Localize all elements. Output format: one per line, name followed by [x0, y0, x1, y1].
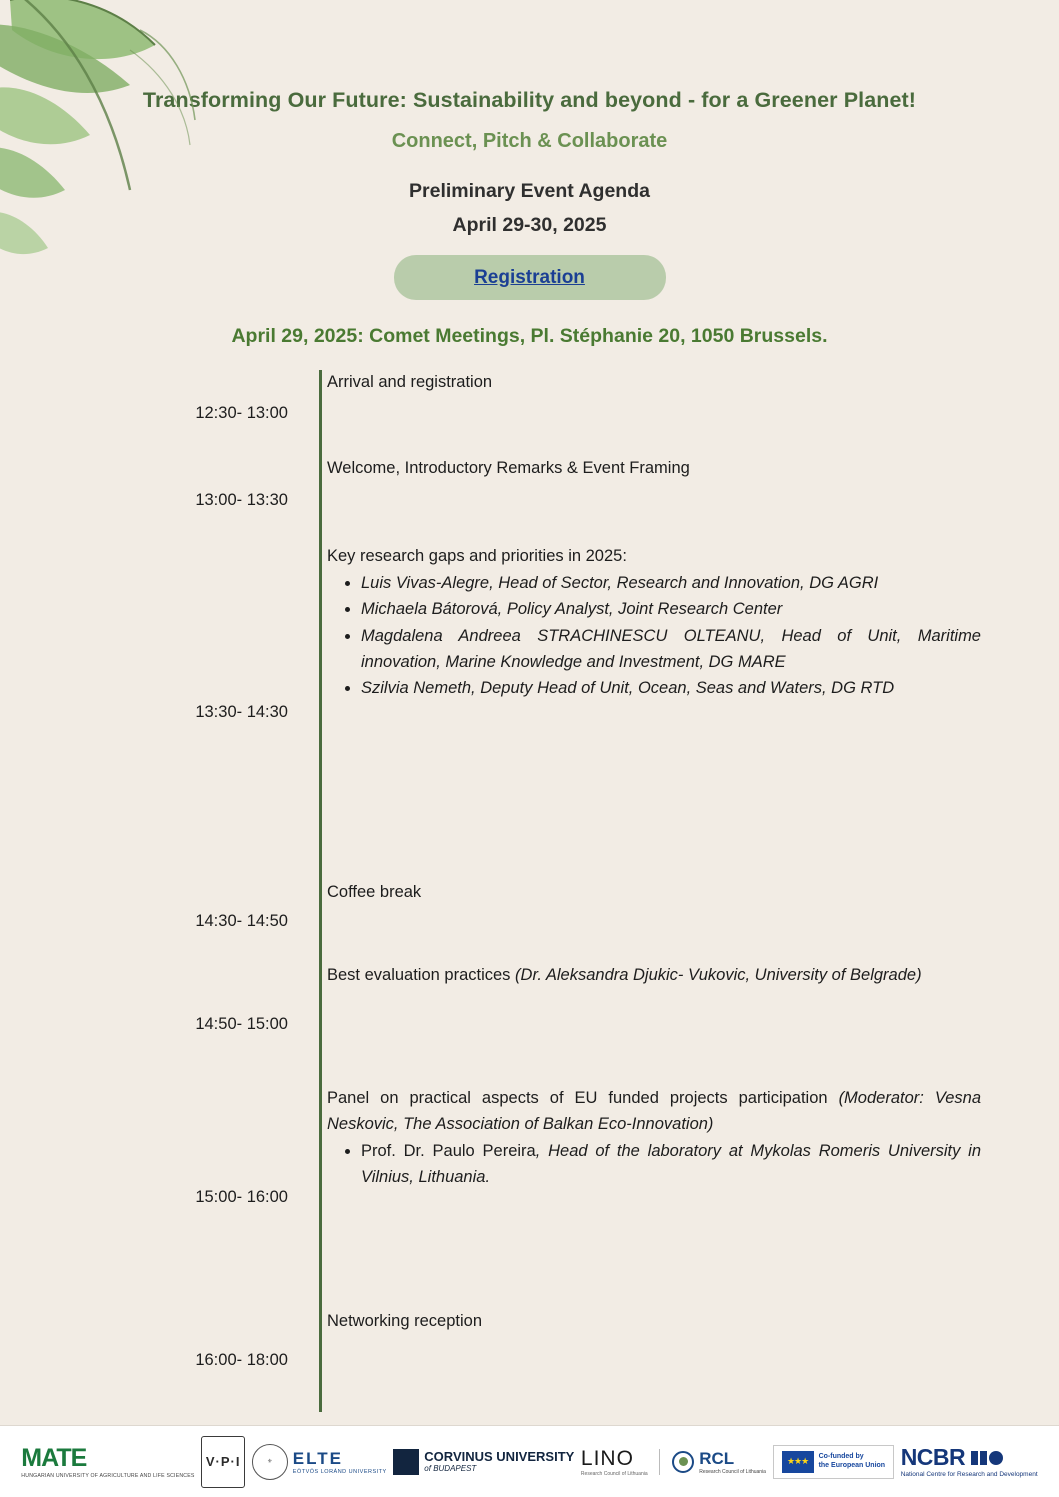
corvinus-mark-icon [393, 1449, 419, 1475]
list-item: • Michaela Bátorová, Policy Analyst, Joint Research Center [361, 596, 981, 622]
elte-wordmark: ELTE [292, 1448, 343, 1468]
agenda-description [310, 456, 768, 544]
ncbr-subtitle: National Centre for Research and Development [900, 1471, 1038, 1479]
agenda-row [0, 370, 1059, 456]
agenda-speaker-list [327, 570, 981, 702]
logo-mate [21, 1444, 194, 1479]
list-item: • Luis Vivas-Alegre, Head of Sector, Research and Innovation, DG AGRI [361, 570, 981, 596]
agenda-row [0, 880, 1059, 963]
mate-wordmark: MATE [21, 1444, 87, 1472]
agenda-time: 13:00- 13:30 [195, 490, 288, 509]
venue-line: April 29, 2025: Comet Meetings, Pl. Stéphanie 20, 1050 Brussels. [231, 325, 828, 347]
page-title: Transforming Our Future: Sustainability and beyond - for a Greener Planet! [142, 88, 917, 112]
agenda-lead-text: Key research gaps and priorities in 2025: [327, 547, 627, 565]
registration-link[interactable]: Registration [474, 266, 585, 288]
agenda-lead-attribution: (Moderator: Vesna Neskovic, The Association of Balkan Eco-Innovation) [327, 1089, 981, 1133]
lino-subtitle: Research Council of Lithuania [580, 1470, 648, 1477]
eu-flag-icon: ★★★ [782, 1451, 814, 1473]
agenda-lead-text: Coffee break [327, 883, 422, 901]
list-item: • Magdalena Andreea STRACHINESCU OLTEANU, Head of Unit, Maritime innovation, Marine Knowledge and Investment, DG MARE [361, 623, 981, 676]
footer-logo-strip [0, 1425, 1059, 1497]
logo-lino [581, 1447, 666, 1477]
corvinus-wordmark: CORVINUS UNIVERSITY [424, 1449, 575, 1465]
agenda-description [310, 963, 1000, 1086]
elte-seal-icon: ⚜ [252, 1444, 288, 1480]
logo-divider [659, 1449, 660, 1475]
agenda-divider-rule [319, 370, 322, 1412]
event-date: April 29-30, 2025 [452, 214, 607, 236]
agenda-time: 14:50- 15:00 [195, 1015, 288, 1033]
registration-button[interactable] [394, 255, 666, 300]
agenda-time: 14:30- 14:50 [195, 912, 288, 930]
rcl-mark-icon [672, 1451, 694, 1473]
agenda-row [0, 963, 1059, 1086]
rcl-subtitle: Research Council of Lithuania [699, 1468, 766, 1475]
agenda-lead-text: Best evaluation practices [327, 966, 516, 984]
agenda-row [0, 544, 1059, 880]
agenda-time: 15:00- 16:00 [195, 1188, 288, 1206]
eu-funding-line1: Co-funded by [818, 1453, 864, 1461]
ncbr-mark-icon [971, 1451, 1003, 1465]
agenda-label: Preliminary Event Agenda [409, 180, 650, 202]
agenda-time: 13:30- 14:30 [195, 702, 288, 721]
agenda-description [310, 544, 1059, 880]
agenda-description [310, 1086, 1059, 1309]
document-header [0, 0, 1059, 237]
agenda-lead-text: Arrival and registration [327, 373, 493, 391]
logo-eu-funding [773, 1445, 895, 1479]
agenda-row [0, 1086, 1059, 1309]
elte-subtitle: EÖTVÖS LORÁND UNIVERSITY [292, 1468, 387, 1475]
agenda-lead-attribution: (Dr. Aleksandra Djukic- Vukovic, University of Belgrade) [515, 966, 922, 984]
agenda-time: 16:00- 18:00 [195, 1351, 288, 1369]
eu-funding-line2: the European Union [818, 1461, 886, 1469]
logo-rcl [672, 1449, 766, 1475]
agenda-description [310, 1309, 560, 1412]
agenda-description [310, 370, 570, 456]
agenda-speaker-list [327, 1138, 981, 1191]
agenda-row [0, 456, 1059, 544]
registration-wrap [0, 255, 1059, 300]
agenda-lead-text: Panel on practical aspects of EU funded projects participation [327, 1089, 839, 1107]
corvinus-subtitle: of BUDAPEST [424, 1463, 477, 1473]
rcl-wordmark: RCL [699, 1448, 735, 1468]
mate-subtitle: HUNGARIAN UNIVERSITY OF AGRICULTURE AND LIFE SCIENCES [21, 1473, 195, 1479]
speaker-name: Prof. Dr. Paulo Pereira [361, 1141, 536, 1160]
vpi-wordmark: V·P·I [205, 1454, 241, 1469]
agenda-time: 12:30- 13:00 [195, 403, 288, 422]
speaker-role: , Head of the laboratory at Mykolas Romeris University in Vilnius, Lithuania. [361, 1141, 982, 1187]
agenda-lead-text: Welcome, Introductory Remarks & Event Framing [327, 459, 690, 477]
agenda-lead-text: Networking reception [327, 1312, 482, 1330]
agenda-table [0, 370, 1059, 1412]
ncbr-wordmark: NCBR [900, 1444, 966, 1471]
logo-vpi [201, 1436, 245, 1488]
list-item: • Szilvia Nemeth, Deputy Head of Unit, Ocean, Seas and Waters, DG RTD [361, 675, 981, 701]
logo-ncbr [901, 1444, 1038, 1478]
logo-elte [252, 1444, 387, 1480]
agenda-row [0, 1309, 1059, 1412]
agenda-description [310, 880, 499, 963]
list-item [361, 1138, 981, 1191]
lino-wordmark: LINO [580, 1446, 634, 1470]
page-subtitle: Connect, Pitch & Collaborate [391, 130, 668, 152]
vpi-seal-icon [201, 1436, 245, 1488]
logo-corvinus [393, 1449, 574, 1475]
